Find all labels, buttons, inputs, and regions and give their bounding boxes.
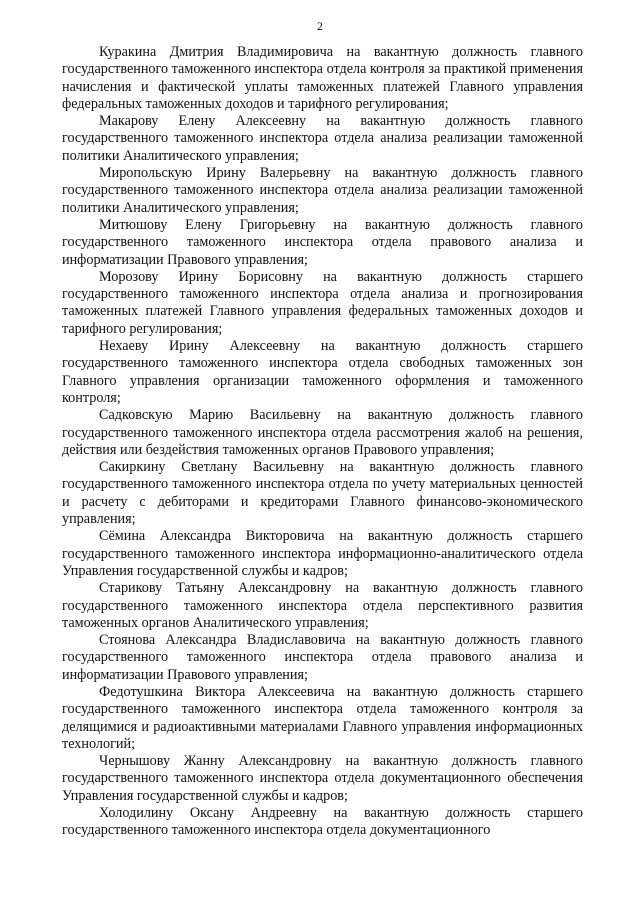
appointment-paragraph: Федотушкина Виктора Алексеевича на вакантную должность старшего государственного таможенного инспектора отдела таможенного контроля за делящимися и радиоактивными материалами Главного управления информационных технологий;: [62, 683, 583, 752]
appointment-paragraph-continued: Холодилину Оксану Андреевну на вакантную должность старшего государственного таможенного инспектора отдела документационного: [62, 805, 583, 839]
appointment-paragraph: Старикову Татьяну Александровну на вакантную должность главного государственного таможенного инспектора отдела перспективного развития таможенных органов Аналитического управления;: [62, 580, 583, 631]
appointment-paragraph: Сёмина Александра Викторовича на вакантную должность старшего государственного таможенного инспектора информационно-аналитического отдела Управления государственной службы и кадров;: [62, 528, 583, 579]
appointment-paragraph: Морозову Ирину Борисовну на вакантную должность старшего государственного таможенного инспектора отдела анализа и прогнозирования таможенных платежей Главного управления федеральных таможенных доходов и тарифного регулирования;: [62, 268, 583, 337]
appointment-paragraph: Нехаеву Ирину Алексеевну на вакантную должность старшего государственного таможенного инспектора отдела свободных таможенных зон Главного управления организации таможенного оформления и таможенного контроля;: [62, 338, 583, 406]
page-number: 2: [317, 19, 323, 33]
appointment-paragraph: Стоянова Александра Владиславовича на вакантную должность главного государственного таможенного инспектора отдела правового анализа и информатизации Правового управления;: [62, 632, 583, 683]
appointment-paragraph: Чернышову Жанну Александровну на вакантную должность главного государственного таможенного инспектора отдела документационного обеспечения Управления государственной службы и кадров;: [62, 753, 583, 804]
appointment-paragraph: Сакиркину Светлану Васильевну на вакантную должность главного государственного таможенного инспектора отдела по учету материальных ценностей и расчету с дебиторами и кредиторами Главного финансово-экономического управления;: [62, 459, 583, 528]
appointment-paragraph: Куракина Дмитрия Владимировича на вакантную должность главного государственного таможенного инспектора отдела контроля за практикой применения начисления и фактической уплаты таможенных платежей Главного управления федеральных таможенных доходов и тарифного регулирования;: [62, 44, 583, 112]
appointment-paragraph: Митюшову Елену Григорьевну на вакантную должность главного государственного таможенного инспектора отдела правового анализа и информатизации Правового управления;: [62, 216, 583, 268]
appointment-paragraph: Макарову Елену Алексеевну на вакантную должность главного государственного таможенного инспектора отдела анализа реализации таможенной политики Аналитического управления;: [62, 113, 583, 164]
appointment-paragraph: Миропольскую Ирину Валерьевну на вакантную должность главного государственного таможенного инспектора отдела анализа реализации таможенной политики Аналитического управления;: [62, 165, 583, 216]
appointment-paragraph: Садковскую Марию Васильевну на вакантную должность главного государственного таможенного инспектора отдела рассмотрения жалоб на решения, действия или бездействия таможенных органов Правового управления;: [62, 407, 583, 458]
document-body: [62, 44, 583, 840]
